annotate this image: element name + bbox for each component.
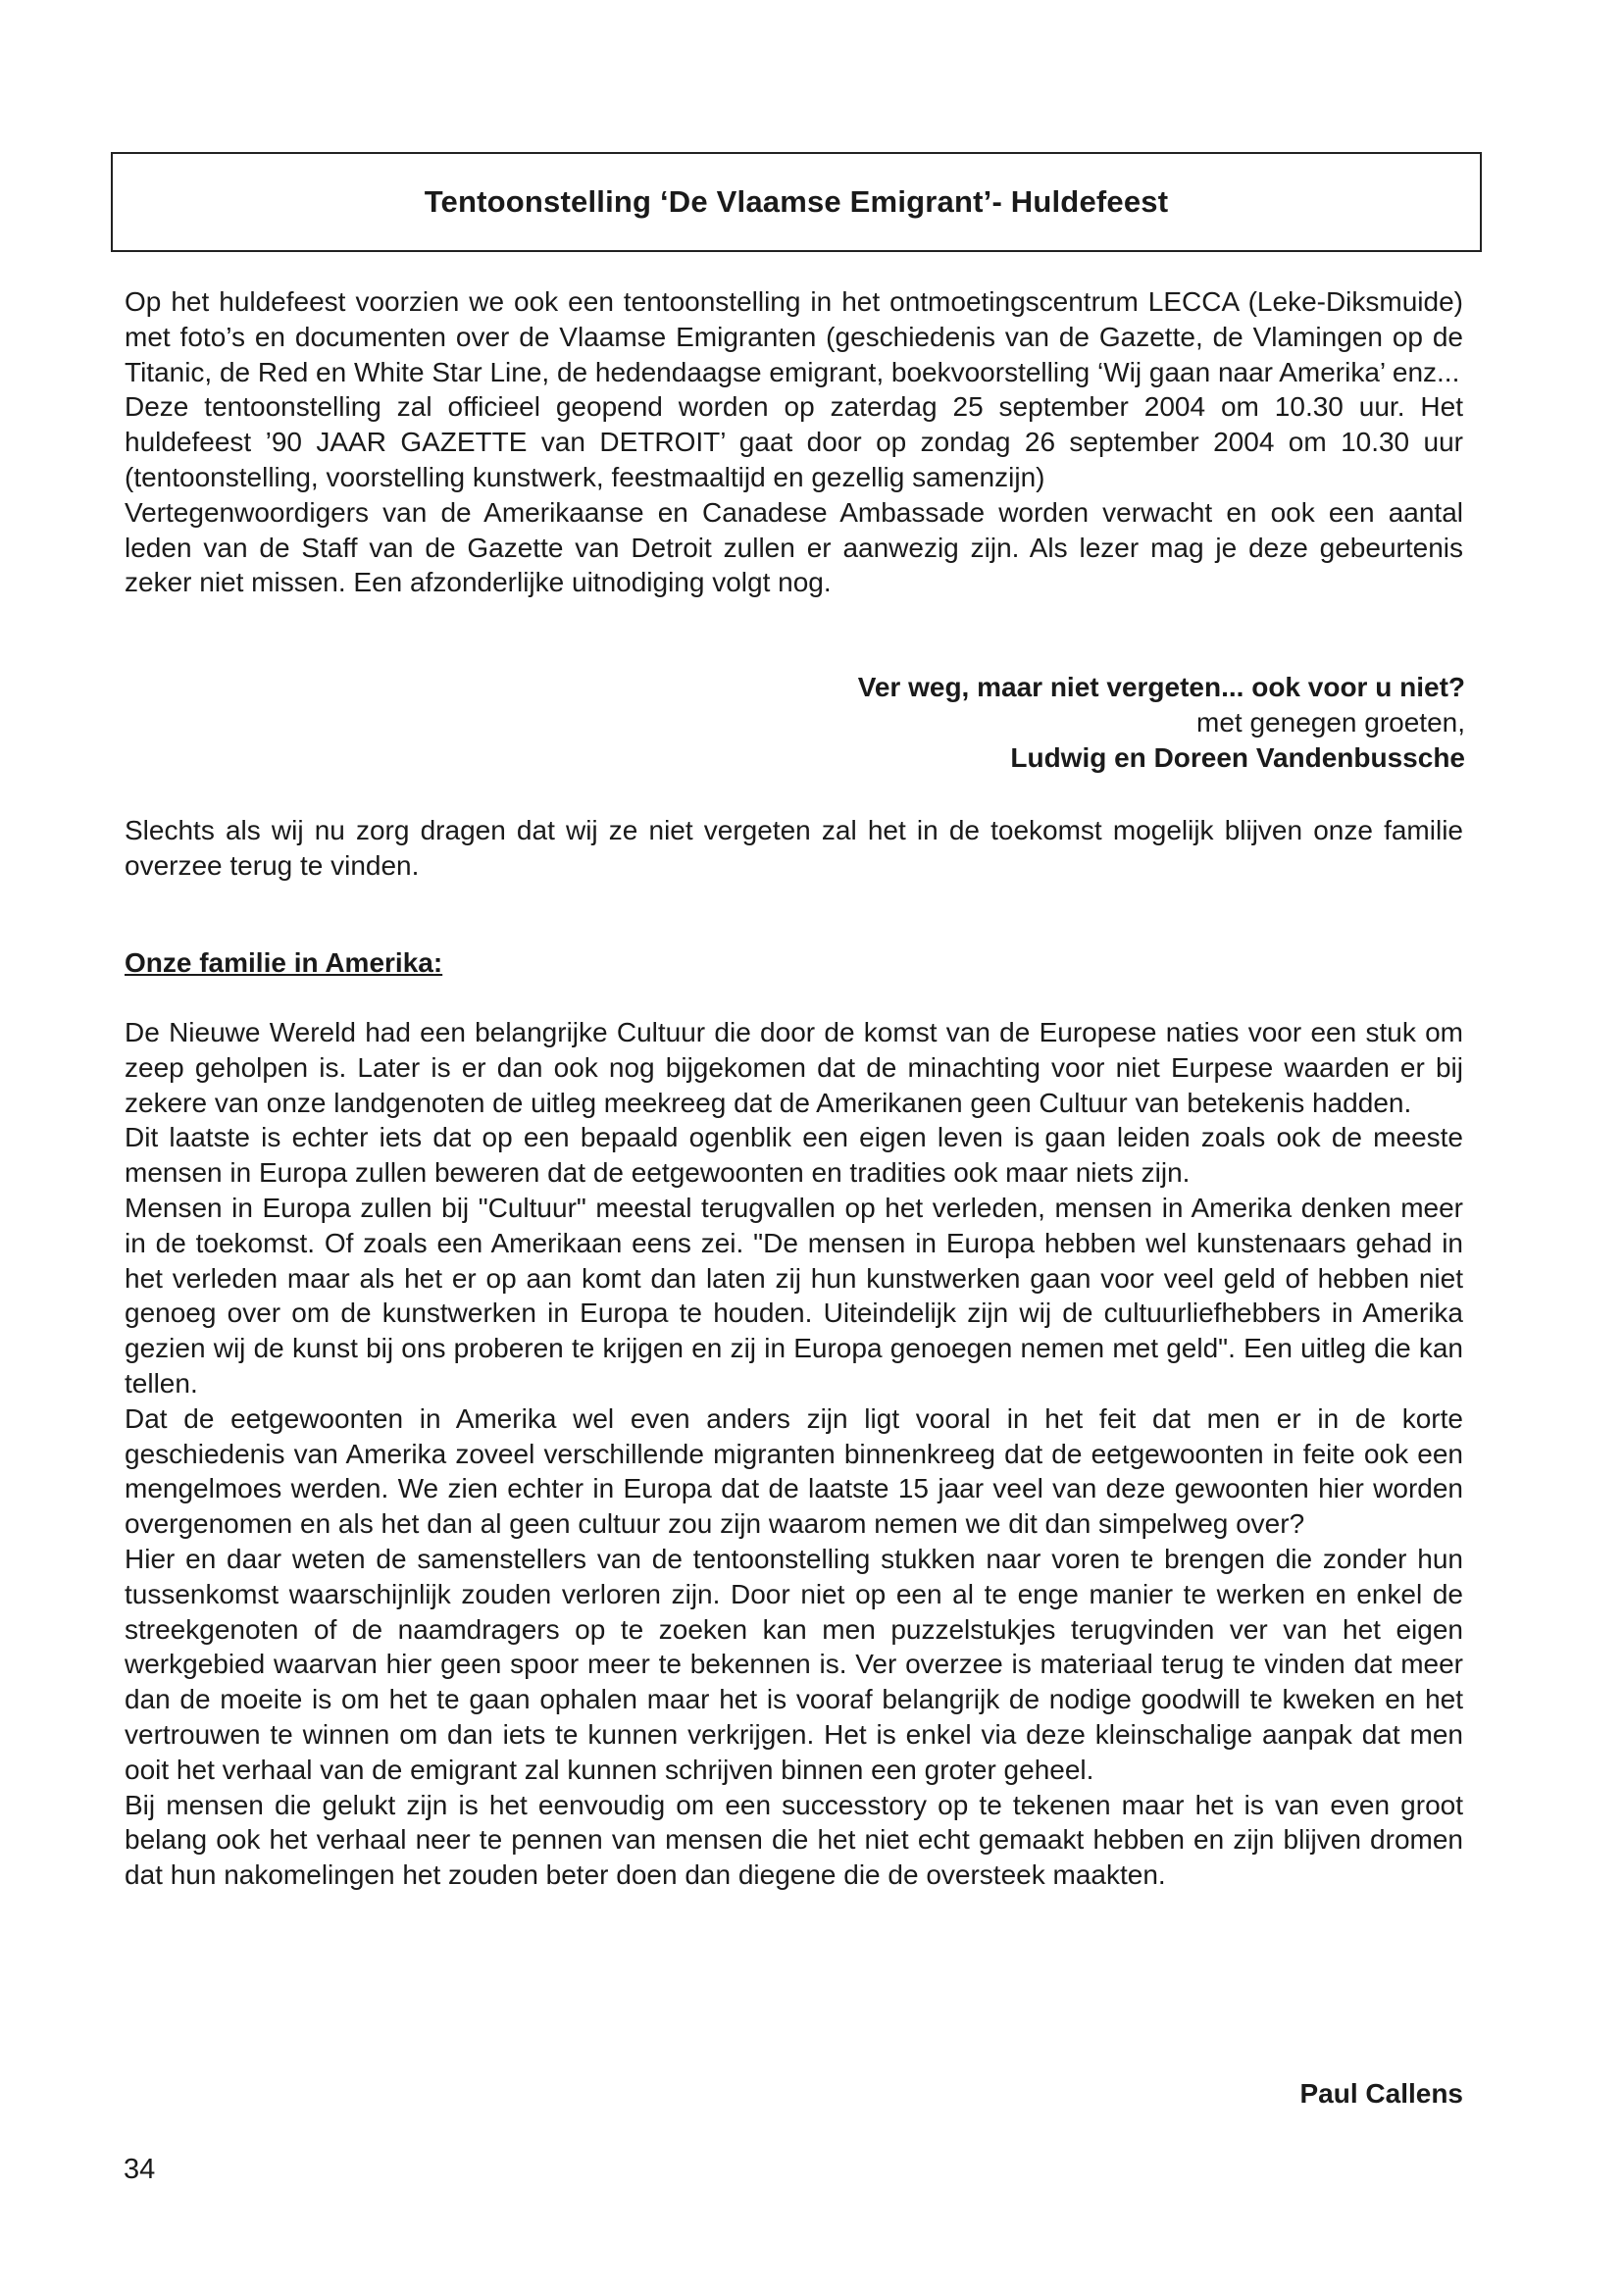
section-paragraph-6: Bij mensen die gelukt zijn is het eenvoudig om een successtory op te tekenen maar het is van even groot belang ook het verhaal neer te pennen van mensen die het niet echt gemaakt hebben en zijn blijven dromen dat hun nakomelingen het zouden beter doen dan diegene die de oversteek maakten. xyxy=(125,1789,1463,1891)
section-paragraph-5: Hier en daar weten de samenstellers van de tentoonstelling stukken naar voren te brengen die zonder hun tussenkomst waarschijnlijk zouden verloren zijn. Door niet op een al te enge manier te werken en enkel de streekgenoten of de naamdragers op te zoeken kan men puzzelstukjes terugvinden ver van het eigen werkgebied waarvan hier geen spoor meer te bekennen is. Ver overzee is materiaal terug te vinden dat meer dan de moeite is om het te gaan ophalen maar het is vooraf belangrijk de nodige goodwill te kweken en het vertrouwen te winnen om dan iets te kunnen verkrijgen. Het is enkel via deze kleinschalige aanpak dat men ooit het verhaal van de emigrant zal kunnen schrijven binnen een groter geheel. xyxy=(125,1543,1463,1785)
signoff-tagline: Ver weg, maar niet vergeten... ook voor u niet? xyxy=(857,672,1465,702)
signoff-names: Ludwig en Doreen Vandenbussche xyxy=(1010,742,1465,773)
page-title: Tentoonstelling ‘De Vlaamse Emigrant’- Huldefeest xyxy=(424,184,1169,219)
main-section xyxy=(125,1015,1463,1893)
section-paragraph-2: Dit laatste is echter iets dat op een bepaald ogenblik een eigen leven is gaan leiden zoals ook de meeste mensen in Europa zullen beweren dat de eetgewoonten en tradities ook maar niets zijn. xyxy=(125,1122,1463,1189)
signoff-block xyxy=(858,670,1465,776)
section-heading: Onze familie in Amerika: xyxy=(125,947,443,978)
intro-paragraph-1: Op het huldefeest voorzien we ook een tentoonstelling in het ontmoetingscentrum LECCA (Leke-Diksmuide) met foto’s en documenten over de Vlaamse Emigranten (geschiedenis van de Gazette, de Vlamingen op de Titanic, de Red en White Star Line, de hedendaagse emigrant, boekvoorstelling ‘Wij gaan naar Amerika’ enz... xyxy=(125,286,1463,387)
page-number: 34 xyxy=(124,2154,156,2185)
title-box xyxy=(111,152,1482,252)
intro-section xyxy=(125,284,1463,600)
intro-paragraph-2: Deze tentoonstelling zal officieel geopend worden op zaterdag 25 september 2004 om 10.30 uur. Het huldefeest ’90 JAAR GAZETTE van DETROIT’ gaat door op zondag 26 september 2004 om 10.30 uur (tentoonstelling, voorstelling kunstwerk, feestmaaltijd en gezellig samenzijn) xyxy=(125,391,1463,492)
signoff-greeting: met genegen groeten, xyxy=(1196,707,1465,738)
section-paragraph-4: Dat de eetgewoonten in Amerika wel even anders zijn ligt vooral in het feit dat men er in de korte geschiedenis van Amerika zoveel verschillende migranten binnenkreeg dat de eetgewoonten in feite ook een mengelmoes werden. We zien echter in Europa dat de laatste 15 jaar veel van deze gewoonten hier worden overgenomen en als het dan al geen cultuur zou zijn waarom nemen we dit dan simpelweg over? xyxy=(125,1402,1463,1540)
closing-paragraph: Slechts als wij nu zorg dragen dat wij ze niet vergeten zal het in de toekomst mogelijk blijven onze familie overzee terug te vinden. xyxy=(125,815,1463,881)
author-name: Paul Callens xyxy=(1299,2078,1463,2109)
section-paragraph-3: Mensen in Europa zullen bij "Cultuur" meestal terugvallen op het verleden, mensen in Amerika denken meer in de toekomst. Of zoals een Amerikaan eens zei. "De mensen in Europa hebben wel kunstenaars gehad in het verleden maar als het er op aan komt dan laten zij hun kunstwerken gaan voor veel geld of hebben niet genoeg over om de kunstwerken in Europa te houden. Uiteindelijk zijn wij de cultuurliefhebbers in Amerika gezien wij de kunst bij ons proberen te krijgen en zij in Europa genoegen nemen met geld". Een uitleg die kan tellen. xyxy=(125,1192,1463,1399)
intro-paragraph-3: Vertegenwoordigers van de Amerikaanse en Canadese Ambassade worden verwacht en ook een aantal leden van de Staff van de Gazette van Detroit zullen er aanwezig zijn. Als lezer mag je deze gebeurtenis zeker niet missen. Een afzonderlijke uitnodiging volgt nog. xyxy=(125,496,1463,598)
closing-section xyxy=(125,813,1463,884)
section-paragraph-1: De Nieuwe Wereld had een belangrijke Cultuur die door de komst van de Europese naties voor een stuk om zeep geholpen is. Later is er dan ook nog bijgekomen dat de minachting voor niet Eurpese waarden er bij zekere van onze landgenoten de uitleg meekreeg dat de Amerikanen geen Cultuur van betekenis hadden. xyxy=(125,1017,1463,1118)
